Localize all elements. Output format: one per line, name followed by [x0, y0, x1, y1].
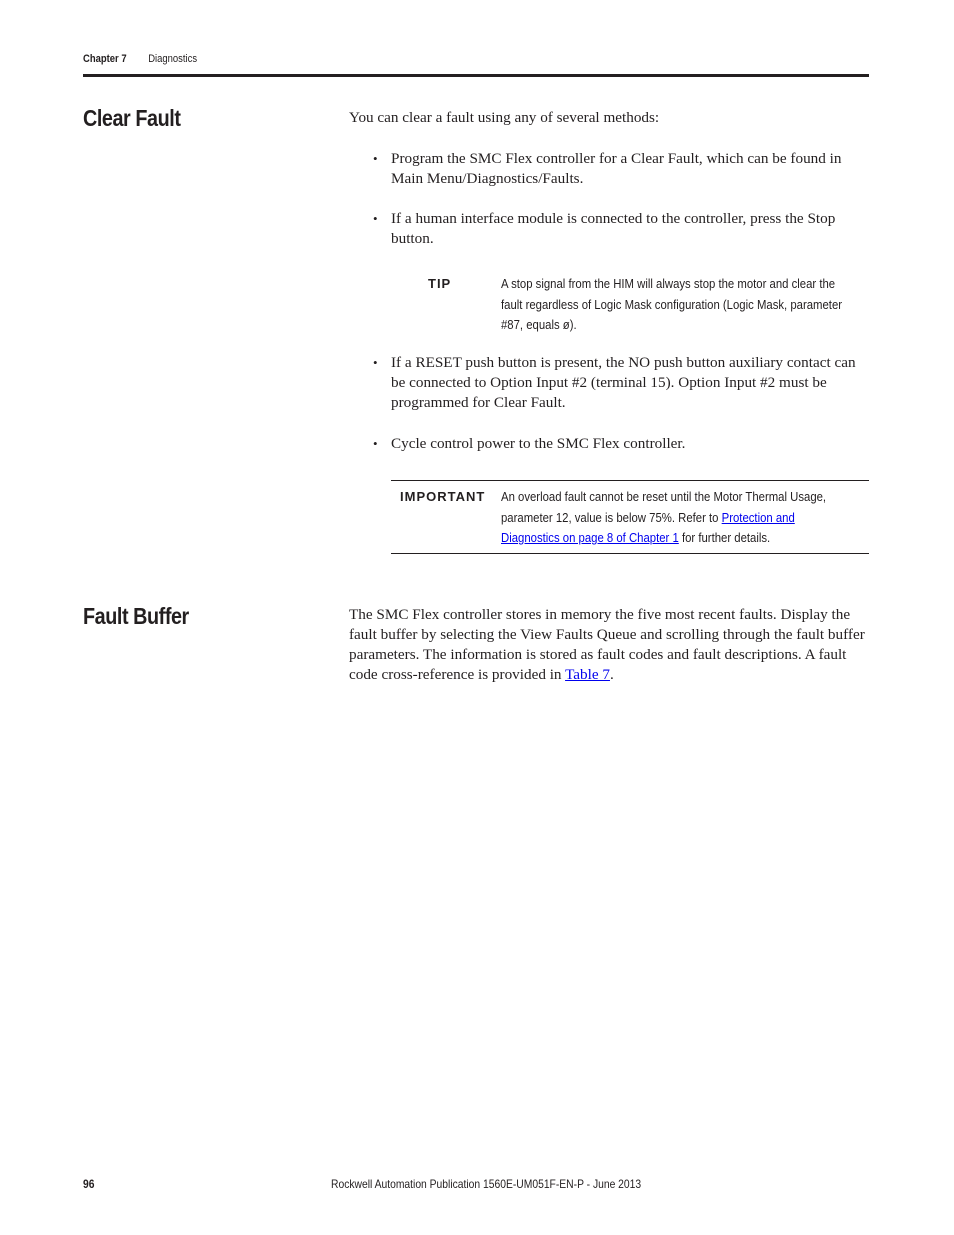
bullet-icon: •: [373, 355, 378, 370]
bullet-icon: •: [373, 151, 378, 166]
clear-fault-heading: Clear Fault: [83, 105, 181, 131]
tip-callout: [391, 274, 869, 336]
chapter-label: Chapter 7: [83, 53, 127, 65]
running-header: [83, 53, 197, 65]
publication-info: Rockwell Automation Publication 1560E-UM051F-EN-P - June 2013: [331, 1177, 642, 1191]
fault-buffer-text-end: .: [609, 666, 614, 683]
list-item-text: If a human interface module is connected to the controller, press the Stop button.: [391, 210, 836, 247]
list-item: [349, 149, 869, 189]
important-label: IMPORTANT: [400, 489, 486, 504]
tip-text: A stop signal from the HIM will always stop the motor and clear the fault regardless of Logic Mask configuration (Logic Mask, parameter #87, equals ø).: [501, 276, 843, 332]
list-item: [349, 209, 869, 249]
list-item-text: Cycle control power to the SMC Flex controller.: [391, 435, 686, 452]
chapter-title: Diagnostics: [148, 53, 198, 65]
bullet-icon: •: [373, 436, 378, 451]
clear-fault-methods-list-a: [349, 149, 869, 249]
list-item: [349, 353, 869, 413]
clear-fault-intro: You can clear a fault using any of several methods:: [349, 109, 660, 126]
list-item-text: If a RESET push button is present, the NO push button auxiliary contact can be connected to Option Input #2 (terminal 15). Option Input #2 must be programmed for Clear Fault.: [391, 354, 856, 411]
important-callout: [391, 480, 869, 554]
fault-buffer-heading: Fault Buffer: [83, 603, 189, 629]
clear-fault-methods-list-b: [349, 353, 869, 454]
table-7-link[interactable]: Table 7: [565, 666, 610, 683]
page-number: 96: [83, 1177, 95, 1191]
protection-diagnostics-link[interactable]: Protection and Diagnostics on page 8 of Chapter 1: [501, 509, 795, 545]
list-item-text: Program the SMC Flex controller for a Clear Fault, which can be found in Main Menu/Diagnostics/Faults.: [391, 150, 842, 187]
bullet-icon: •: [373, 211, 378, 226]
important-text-start: An overload fault cannot be reset until the Motor Thermal Usage, parameter 12, value is below 75%. Refer to: [501, 489, 827, 525]
important-text-end: for further details.: [678, 530, 771, 545]
tip-label: TIP: [428, 276, 452, 291]
fault-buffer-text-start: The SMC Flex controller stores in memory the five most recent faults. Display the fault buffer by selecting the View Faults Queue and scrolling through the fault buffer parameters. The information is stored as fault codes and fault descriptions. A fault code cross-reference is provided in: [349, 606, 865, 683]
fault-buffer-text: [349, 605, 869, 685]
header-rule: [83, 74, 869, 77]
list-item: [349, 434, 869, 454]
important-text: [501, 487, 854, 549]
